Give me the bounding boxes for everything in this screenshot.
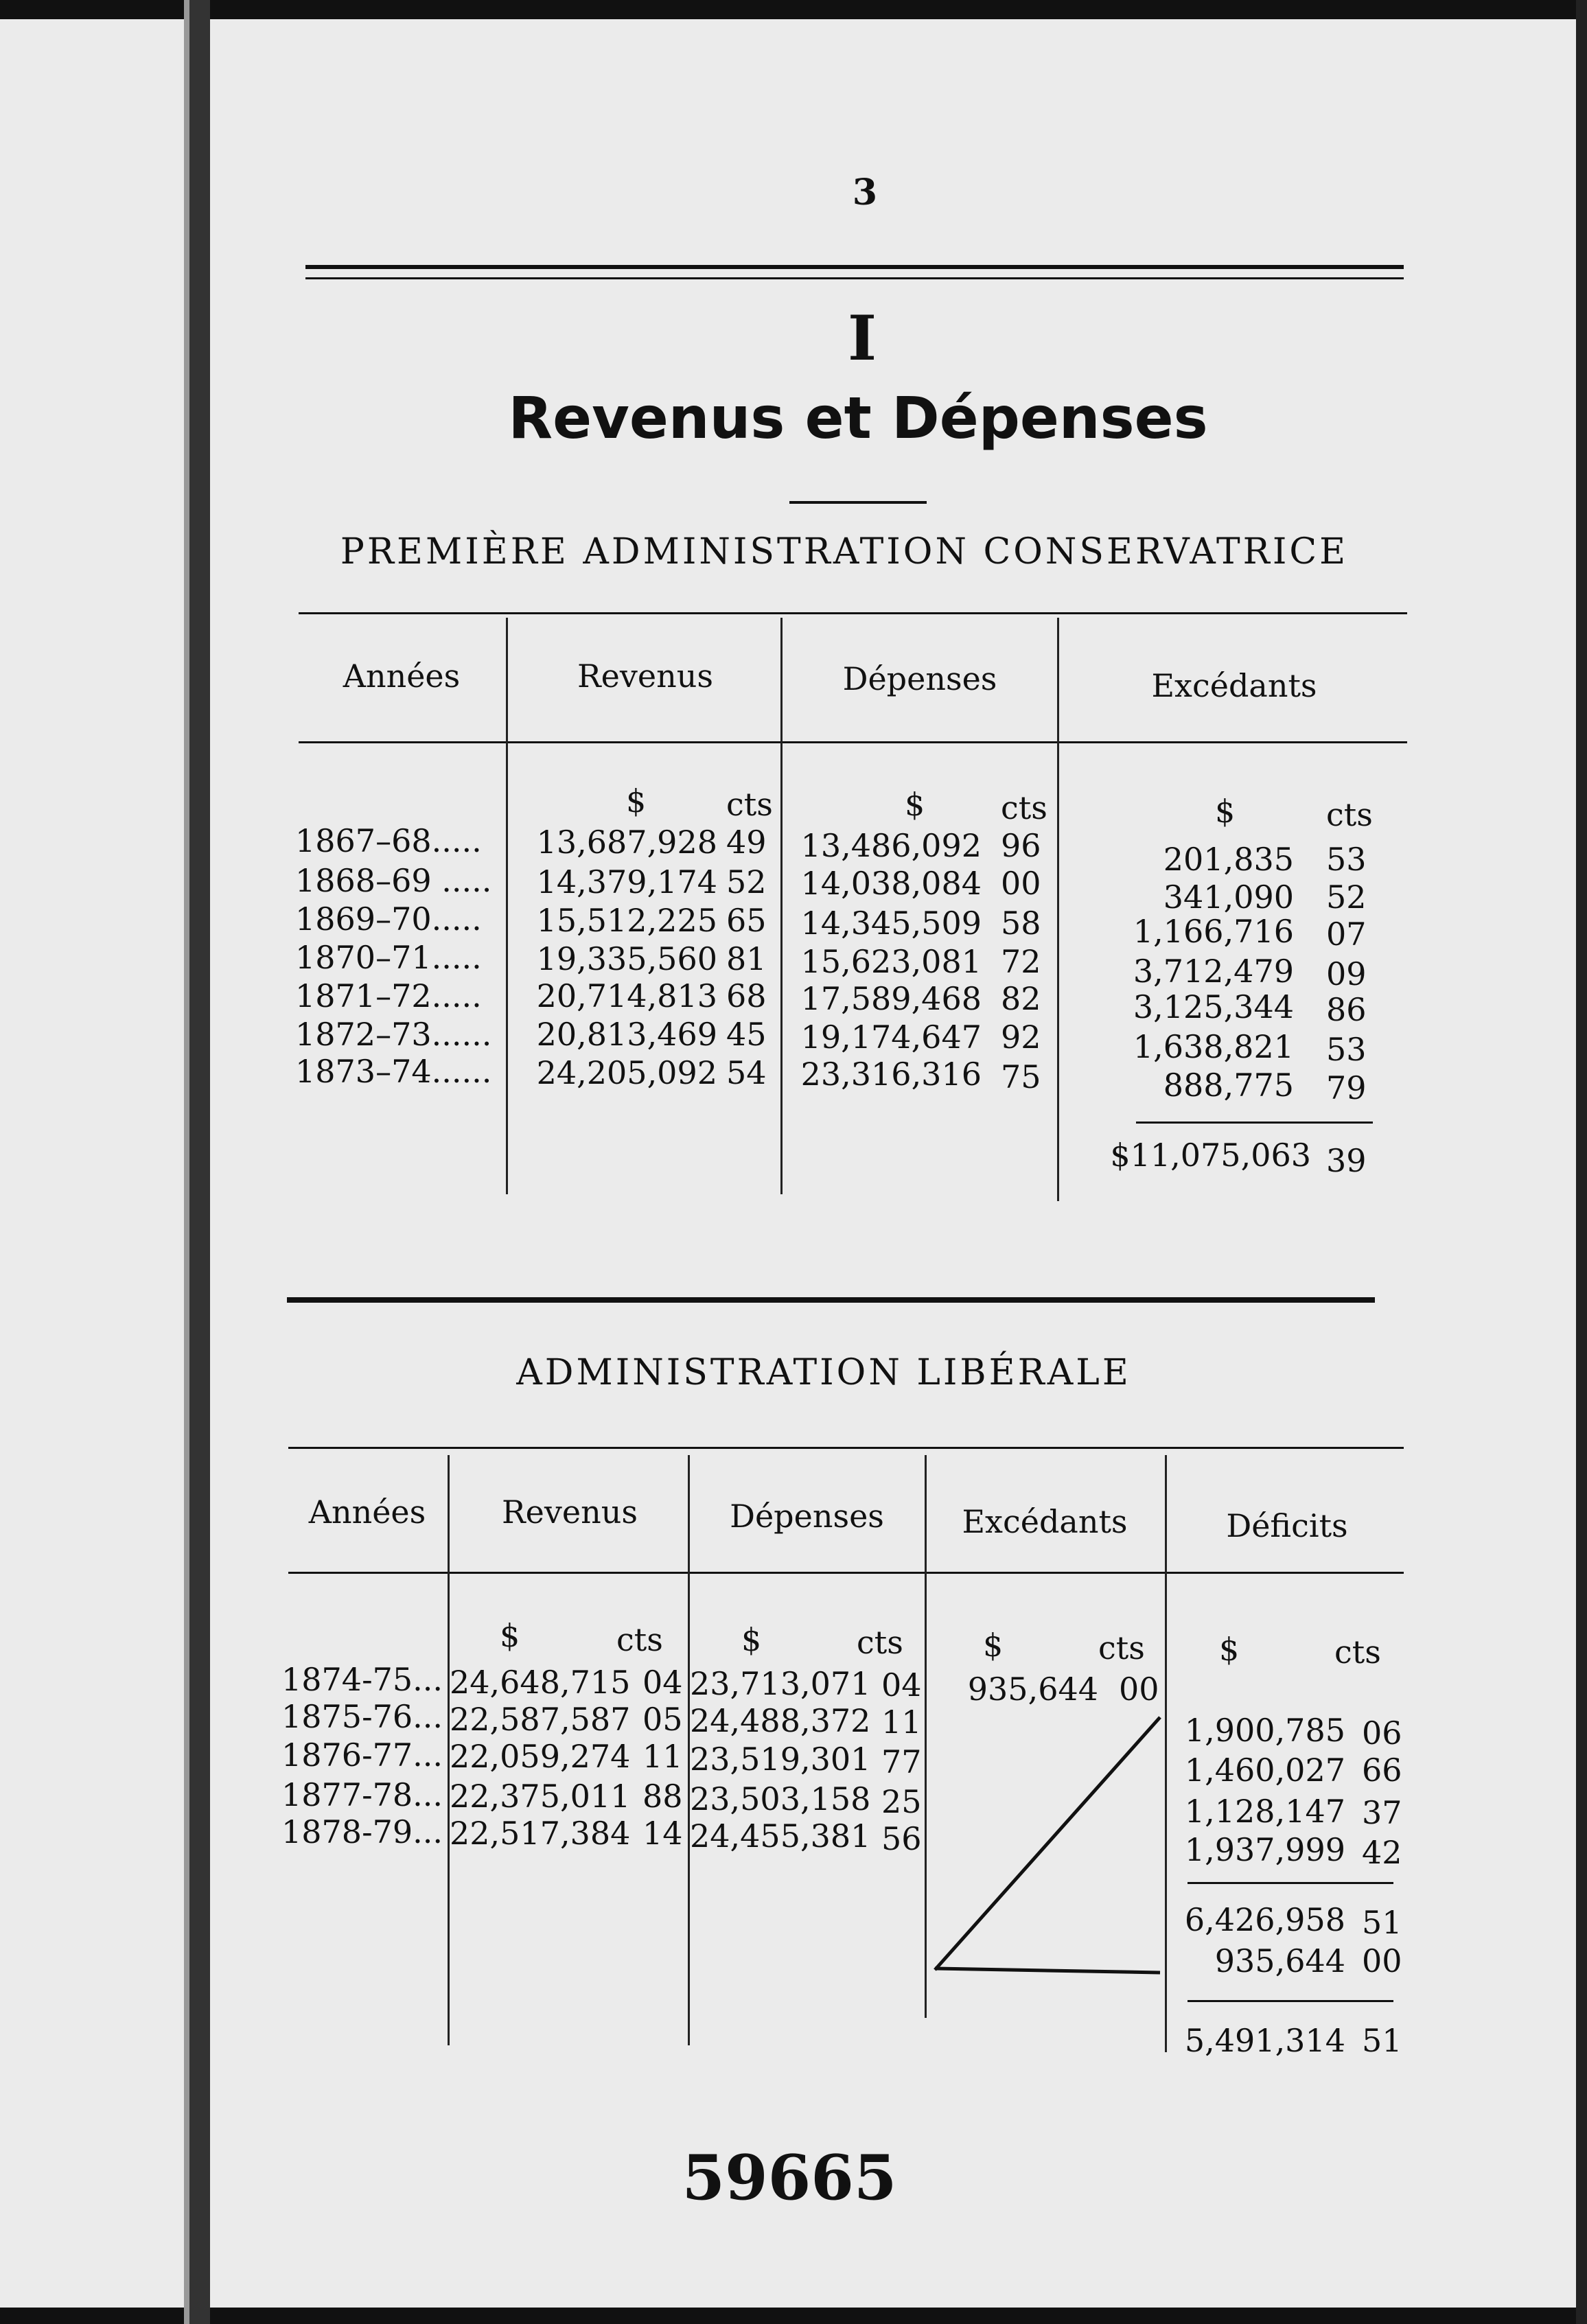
table1-total: $11,075,063 [1110, 1137, 1311, 1174]
reference-number: 59665 [682, 2141, 897, 2214]
table2-year: 1875-76... [281, 1698, 443, 1735]
table2-net-rule [1188, 2000, 1393, 2002]
table1-revenue-cts: 68 [726, 977, 767, 1014]
table2-year: 1877-78... [281, 1776, 443, 1813]
table2-unit-cts: cts [857, 1624, 903, 1661]
table2-expense: 23,713,071 [690, 1665, 871, 1702]
table2-deficit-subtotal-cts: 51 [1362, 1904, 1402, 1941]
table2-revenue: 24,648,715 [450, 1664, 631, 1701]
table1-unit-cts: cts [726, 786, 773, 823]
table2-surplus: 935,644 [967, 1671, 1098, 1708]
table1-surplus: 3,712,479 [1133, 953, 1294, 990]
table2-expense-cts: 77 [881, 1743, 922, 1780]
table1-unit-cts: cts [1326, 796, 1373, 833]
table2-expense-cts: 11 [881, 1704, 922, 1741]
table2-deficit-less-cts: 00 [1362, 1942, 1402, 1979]
table1-surplus: 341,090 [1163, 879, 1294, 916]
table1-revenue-cts: 52 [726, 863, 767, 900]
table1-expense: 15,623,081 [800, 943, 982, 980]
table1-surplus-cts: 07 [1326, 916, 1367, 953]
table2-deficit-less: 935,644 [1214, 1942, 1345, 1979]
table1-header-revenus: Revenus [577, 658, 713, 695]
table1-unit-dollar: $ [626, 782, 647, 820]
table1-revenue: 20,813,469 [536, 1016, 717, 1053]
table1-year: 1871–72..... [295, 977, 482, 1014]
table1-header-depenses: Dépenses [842, 660, 997, 697]
table2-deficit: 1,937,999 [1184, 1831, 1345, 1868]
table1-expense: 17,589,468 [800, 980, 982, 1017]
table2-unit-dollar: $ [983, 1627, 1004, 1664]
table2-unit-cts: cts [1334, 1634, 1381, 1671]
table1-surplus: 201,835 [1163, 841, 1294, 878]
table2-year: 1876-77... [281, 1736, 443, 1774]
table2-revenue-cts: 88 [642, 1778, 683, 1815]
table1-expense-cts: 92 [1001, 1019, 1041, 1056]
table2-deficit-cts: 42 [1362, 1834, 1402, 1871]
table2-expense: 23,503,158 [690, 1780, 871, 1817]
table1-expense: 23,316,316 [800, 1056, 982, 1093]
table2-expense: 24,488,372 [690, 1702, 871, 1739]
table1-revenue: 24,205,092 [536, 1054, 717, 1091]
table1-year: 1873–74...... [295, 1053, 492, 1090]
table1-year: 1870–71..... [295, 939, 482, 976]
table1-surplus-cts: 52 [1326, 879, 1367, 916]
table2-expense-cts: 56 [881, 1820, 922, 1857]
table2-expense-cts: 25 [881, 1783, 922, 1820]
table2-revenue: 22,375,011 [450, 1778, 631, 1815]
table1-surplus: 1,166,716 [1133, 913, 1294, 950]
table1-revenue: 15,512,225 [536, 902, 717, 939]
table2-year: 1878-79... [281, 1813, 443, 1850]
table1-unit-dollar: $ [905, 786, 925, 823]
table2-revenue: 22,587,587 [450, 1701, 631, 1738]
table1-surplus-cts: 79 [1326, 1069, 1367, 1106]
table1-surplus-cts: 53 [1326, 1031, 1367, 1068]
table2-unit-cts: cts [616, 1621, 663, 1658]
table1-title: PREMIÈRE ADMINISTRATION CONSERVATRICE [340, 531, 1349, 572]
table2-deficit-rule [1188, 1882, 1393, 1884]
table1-year: 1869–70..... [295, 900, 482, 938]
table2-unit-dollar: $ [1219, 1631, 1240, 1668]
table1-surplus-cts: 86 [1326, 991, 1367, 1028]
table1-header-annees: Années [343, 658, 461, 695]
table2-deficit-cts: 06 [1362, 1715, 1402, 1752]
page-number: 3 [852, 172, 878, 213]
table2-title: ADMINISTRATION LIBÉRALE [516, 1352, 1131, 1393]
table2-unit-cts: cts [1098, 1629, 1145, 1666]
table1-expense: 14,038,084 [800, 865, 982, 902]
table1-expense-cts: 75 [1001, 1058, 1041, 1095]
table2-deficit: 1,128,147 [1184, 1793, 1345, 1830]
table2-unit-dollar: $ [741, 1621, 762, 1658]
table2-revenue-cts: 04 [642, 1664, 683, 1701]
table1-expense-cts: 00 [1001, 865, 1041, 902]
table1-revenue-cts: 54 [726, 1054, 767, 1091]
table1-revenue-cts: 81 [726, 940, 767, 977]
table2-header-revenus: Revenus [502, 1494, 638, 1531]
table1-surplus: 888,775 [1163, 1067, 1294, 1104]
table2-deficit-cts: 66 [1362, 1752, 1402, 1789]
table1-revenue: 20,714,813 [536, 977, 717, 1014]
table1-expense-cts: 72 [1001, 943, 1041, 980]
table2-unit-dollar: $ [500, 1617, 520, 1654]
table2-deficit: 1,460,027 [1184, 1752, 1345, 1789]
table1-revenue-cts: 49 [726, 824, 767, 861]
table1-expense-cts: 96 [1001, 827, 1041, 864]
table1-expense-cts: 58 [1001, 905, 1041, 942]
table2-deficit-net-cts: 51 [1362, 2022, 1402, 2059]
table2-expense-cts: 04 [881, 1666, 922, 1704]
table1-surplus: 3,125,344 [1133, 988, 1294, 1025]
table1-expense: 19,174,647 [800, 1019, 982, 1056]
table2-header-annees: Années [308, 1494, 426, 1531]
table2-header-excedants: Excédants [962, 1503, 1128, 1540]
table1-surplus-cts: 53 [1326, 841, 1367, 878]
section-roman-numeral: I [847, 302, 877, 375]
table2-year: 1874-75... [281, 1661, 443, 1698]
table2-expense: 23,519,301 [690, 1741, 871, 1778]
table1-expense: 13,486,092 [800, 827, 982, 864]
table2-expense: 24,455,381 [690, 1817, 871, 1855]
table1-revenue: 14,379,174 [536, 863, 717, 900]
table2-deficit: 1,900,785 [1184, 1712, 1345, 1749]
table1-year: 1868–69 ..... [295, 862, 492, 899]
table1-year: 1872–73...... [295, 1016, 492, 1053]
table1-unit-cts: cts [1001, 789, 1047, 826]
table2-surplus-cts: 00 [1119, 1671, 1159, 1708]
table1-total-cts: 39 [1326, 1142, 1367, 1179]
table1-surplus: 1,638,821 [1133, 1028, 1294, 1065]
page-title: Revenus et Dépenses [508, 384, 1208, 452]
table1-header-excedants: Excédants [1151, 667, 1317, 704]
table2-deficit-cts: 37 [1362, 1794, 1402, 1831]
table1-expense: 14,345,509 [800, 905, 982, 942]
table1-revenue: 19,335,560 [536, 940, 717, 977]
table1-revenue: 13,687,928 [536, 824, 717, 861]
table2-deficit-subtotal: 6,426,958 [1184, 1901, 1345, 1938]
table2-header-deficits: Déficits [1226, 1507, 1348, 1544]
table2-revenue-cts: 11 [642, 1738, 683, 1775]
table1-revenue-cts: 65 [726, 902, 767, 939]
table2-revenue: 22,517,384 [450, 1815, 631, 1852]
table2-revenue-cts: 14 [642, 1815, 683, 1852]
table2-revenue-cts: 05 [642, 1701, 683, 1738]
table2-revenue: 22,059,274 [450, 1738, 631, 1775]
table1-expense-cts: 82 [1001, 980, 1041, 1017]
table1-surplus-cts: 09 [1326, 955, 1367, 992]
table1-year: 1867–68..... [295, 822, 482, 859]
table2-header-depenses: Dépenses [730, 1498, 884, 1535]
table1-revenue-cts: 45 [726, 1016, 767, 1053]
table1-unit-dollar: $ [1215, 793, 1236, 830]
table2-deficit-net: 5,491,314 [1184, 2022, 1345, 2059]
